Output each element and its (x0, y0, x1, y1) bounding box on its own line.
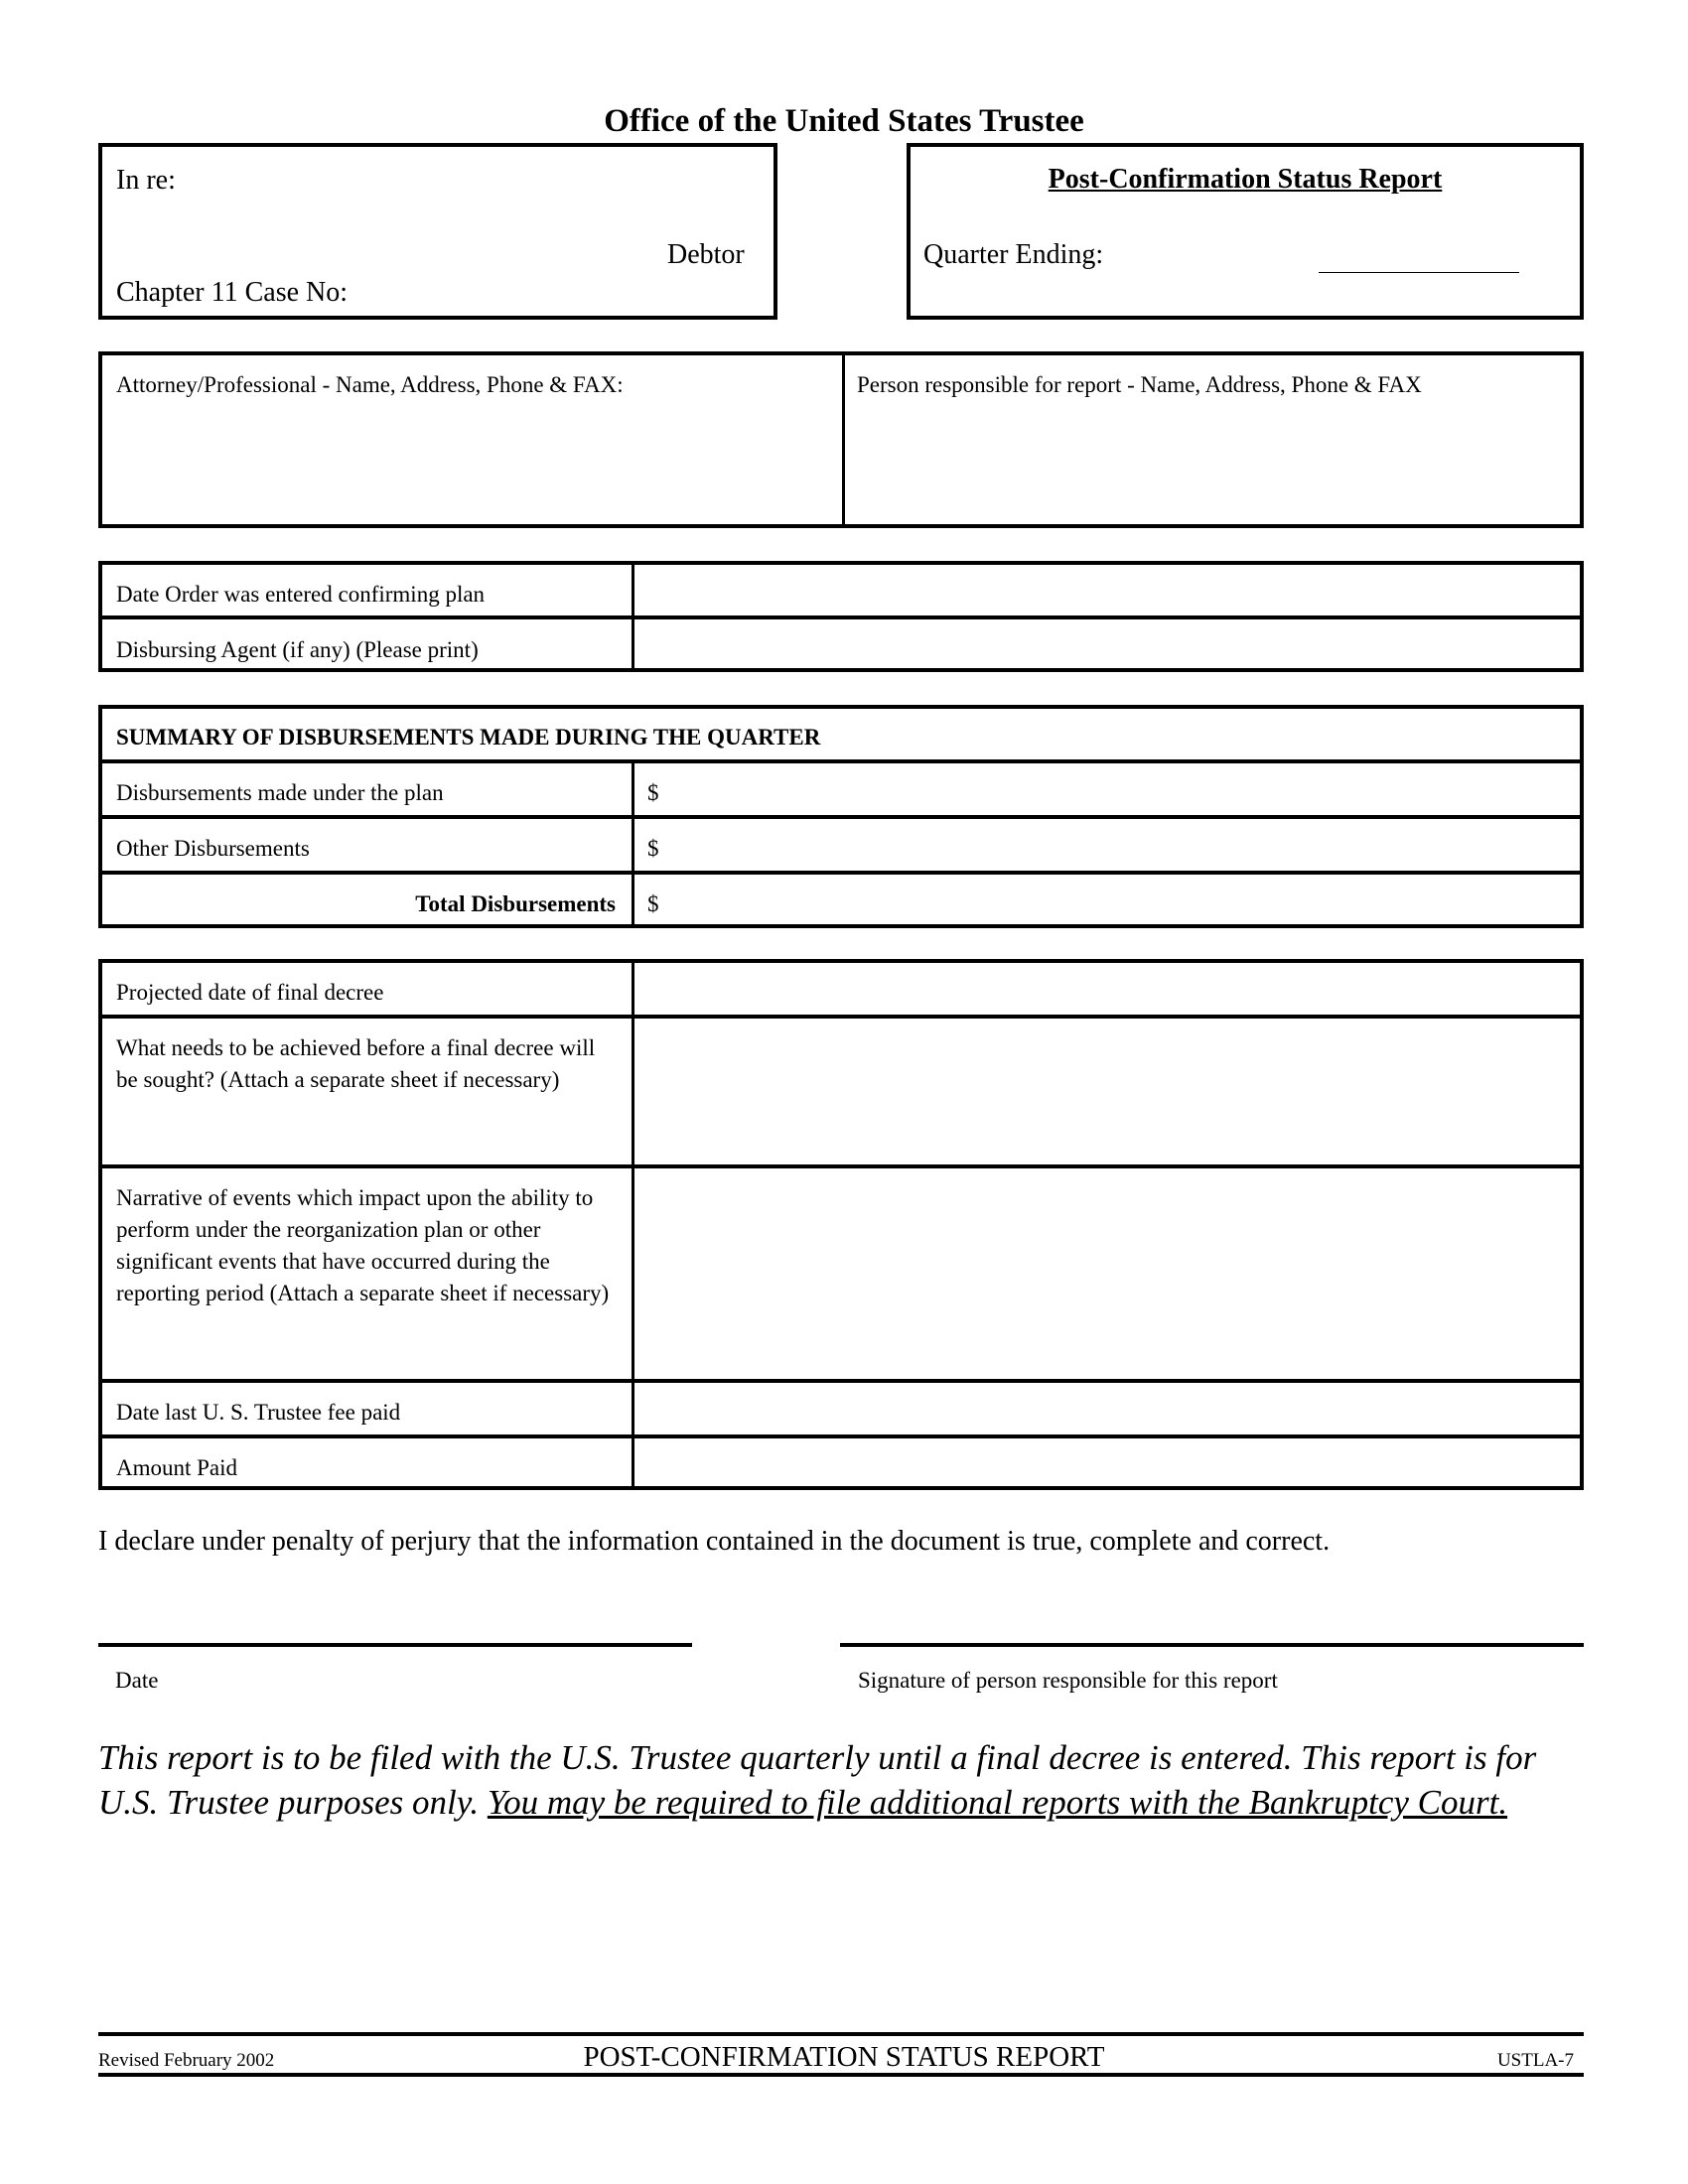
details-row-label: Narrative of events which impact upon the ability to perform under the reorganization plan or other significant events that have occurred during the reporting period (Attach a separate sheet if necessary) (116, 1185, 610, 1305)
date-label: Date (115, 1668, 159, 1693)
page-title: Office of the United States Trustee (604, 103, 1084, 139)
signature-line[interactable] (840, 1643, 1584, 1647)
row-divider (98, 1379, 1584, 1383)
disbursing-agent-label: Disbursing Agent (if any) (Please print) (116, 637, 479, 662)
details-row-label: Projected date of final decree (116, 980, 384, 1005)
date-order-label: Date Order was entered confirming plan (116, 582, 486, 607)
report-title: Post-Confirmation Status Report (1048, 164, 1443, 195)
quarter-ending-field[interactable] (1319, 272, 1519, 273)
currency-symbol: $ (647, 836, 659, 861)
notice-paragraph (98, 1735, 1588, 1825)
row-divider (98, 1434, 1584, 1438)
details-row-label: Date last U. S. Trustee fee paid (116, 1400, 401, 1425)
signature-label: Signature of person responsible for this report (858, 1668, 1278, 1693)
currency-symbol: $ (647, 891, 659, 916)
summary-row-label: Other Disbursements (116, 836, 310, 861)
details-row-label: What needs to be achieved before a final decree will be sought? (Attach a separate sheet if necessary) (116, 1035, 596, 1092)
date-signature-line[interactable] (98, 1643, 692, 1647)
quarter-ending-label: Quarter Ending: (923, 239, 1104, 270)
col-divider (632, 959, 634, 1490)
declaration-text: I declare under penalty of perjury that the information contained in the document is true, complete and correct. (98, 1526, 1331, 1557)
attorney-label: Attorney/Professional - Name, Address, Phone & FAX: (116, 372, 624, 397)
in-re-label: In re: (116, 165, 176, 196)
row-divider (98, 815, 1584, 819)
responsible-person-label: Person responsible for report - Name, Address, Phone & FAX (857, 372, 1422, 397)
row-divider (98, 871, 1584, 875)
row-divider (98, 759, 1584, 763)
form-id: USTLA-7 (1496, 2050, 1574, 2071)
summary-heading: SUMMARY OF DISBURSEMENTS MADE DURING THE QUARTER (116, 725, 821, 750)
debtor-label: Debtor (667, 239, 745, 270)
notice-underlined: You may be required to file additional reports with the Bankruptcy Court. (487, 1783, 1508, 1822)
details-row-label: Amount Paid (116, 1455, 238, 1480)
case-no-label: Chapter 11 Case No: (116, 277, 349, 308)
currency-symbol: $ (647, 780, 659, 805)
row-divider (98, 615, 1584, 619)
col-divider (632, 759, 634, 928)
total-disbursements-label: Total Disbursements (415, 891, 616, 916)
row-divider (98, 1164, 1584, 1168)
summary-row-label: Disbursements made under the plan (116, 780, 444, 805)
footer-top-rule (98, 2032, 1584, 2036)
col-divider (632, 561, 634, 672)
notice-text: This report is to be filed with the U.S. Trustee quarterly until a final decree is entered. This report is for U.S. Trustee purposes only. (98, 1738, 1537, 1822)
row-divider (98, 1015, 1584, 1019)
footer-title: POST-CONFIRMATION STATUS REPORT (583, 2041, 1105, 2073)
divider (842, 351, 845, 528)
revised-date: Revised February 2002 (98, 2050, 275, 2071)
